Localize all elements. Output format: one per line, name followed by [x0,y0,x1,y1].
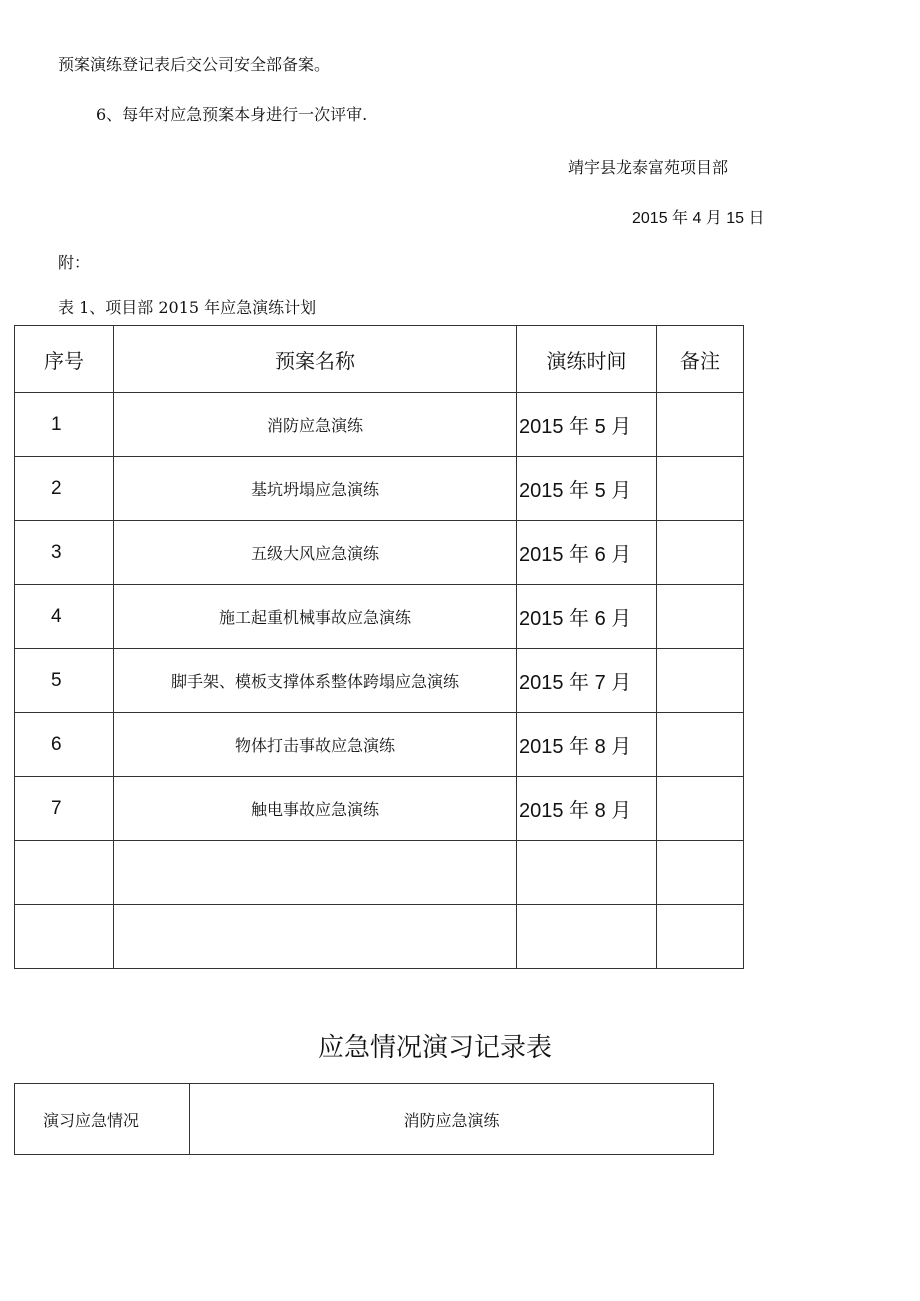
row-name: 基坑坍塌应急演练 [114,457,517,521]
row-note [657,393,744,457]
header-no: 序号 [15,326,114,393]
record-label: 演习应急情况 [15,1084,190,1155]
row-note [657,713,744,777]
row-no [15,905,114,969]
table-row [15,649,744,713]
table-row [15,841,744,905]
drill-record-table [14,1083,714,1155]
row-no: 2 [15,457,114,521]
signature-org: 靖宇县龙泰富苑项目部 [568,158,729,177]
table-caption: 表 1、项目部 2015 年应急演练计划 [58,298,317,317]
row-name: 物体打击事故应急演练 [114,713,517,777]
row-name: 消防应急演练 [114,393,517,457]
header-name: 预案名称 [114,326,517,393]
row-no: 6 [15,713,114,777]
row-no: 3 [15,521,114,585]
row-time: 2015 年 5 月 [517,393,657,457]
row-note [657,777,744,841]
row-time: 2015 年 8 月 [517,713,657,777]
row-no: 4 [15,585,114,649]
drill-plan-table [14,325,744,969]
table-header-row [15,326,744,393]
row-time [517,841,657,905]
table-row [15,521,744,585]
header-time: 演练时间 [517,326,657,393]
row-name: 触电事故应急演练 [114,777,517,841]
row-no [15,841,114,905]
row-name [114,905,517,969]
table-row [15,585,744,649]
table-row [15,905,744,969]
row-name: 施工起重机械事故应急演练 [114,585,517,649]
row-time: 2015 年 7 月 [517,649,657,713]
row-no: 7 [15,777,114,841]
header-note: 备注 [657,326,744,393]
row-note [657,457,744,521]
row-note [657,649,744,713]
intro-line-1: 预案演练登记表后交公司安全部备案。 [58,55,331,74]
row-time: 2015 年 6 月 [517,521,657,585]
intro-line-2: 6、每年对应急预案本身进行一次评审. [96,105,368,124]
table-row [15,713,744,777]
row-name: 五级大风应急演练 [114,521,517,585]
row-name: 脚手架、模板支撑体系整体跨塌应急演练 [114,649,517,713]
table-row [15,1084,714,1155]
row-note [657,905,744,969]
table-row [15,777,744,841]
row-time [517,905,657,969]
record-title: 应急情况演习记录表 [317,1033,552,1063]
row-time: 2015 年 6 月 [517,585,657,649]
row-time: 2015 年 8 月 [517,777,657,841]
record-value: 消防应急演练 [190,1084,714,1155]
row-no: 5 [15,649,114,713]
signature-date: 2015 年 4 月 15 日 [632,210,765,227]
row-note [657,585,744,649]
table-row [15,393,744,457]
attachment-label: 附： [58,253,91,272]
row-time: 2015 年 5 月 [517,457,657,521]
row-note [657,521,744,585]
table-row [15,457,744,521]
row-name [114,841,517,905]
row-note [657,841,744,905]
row-no: 1 [15,393,114,457]
